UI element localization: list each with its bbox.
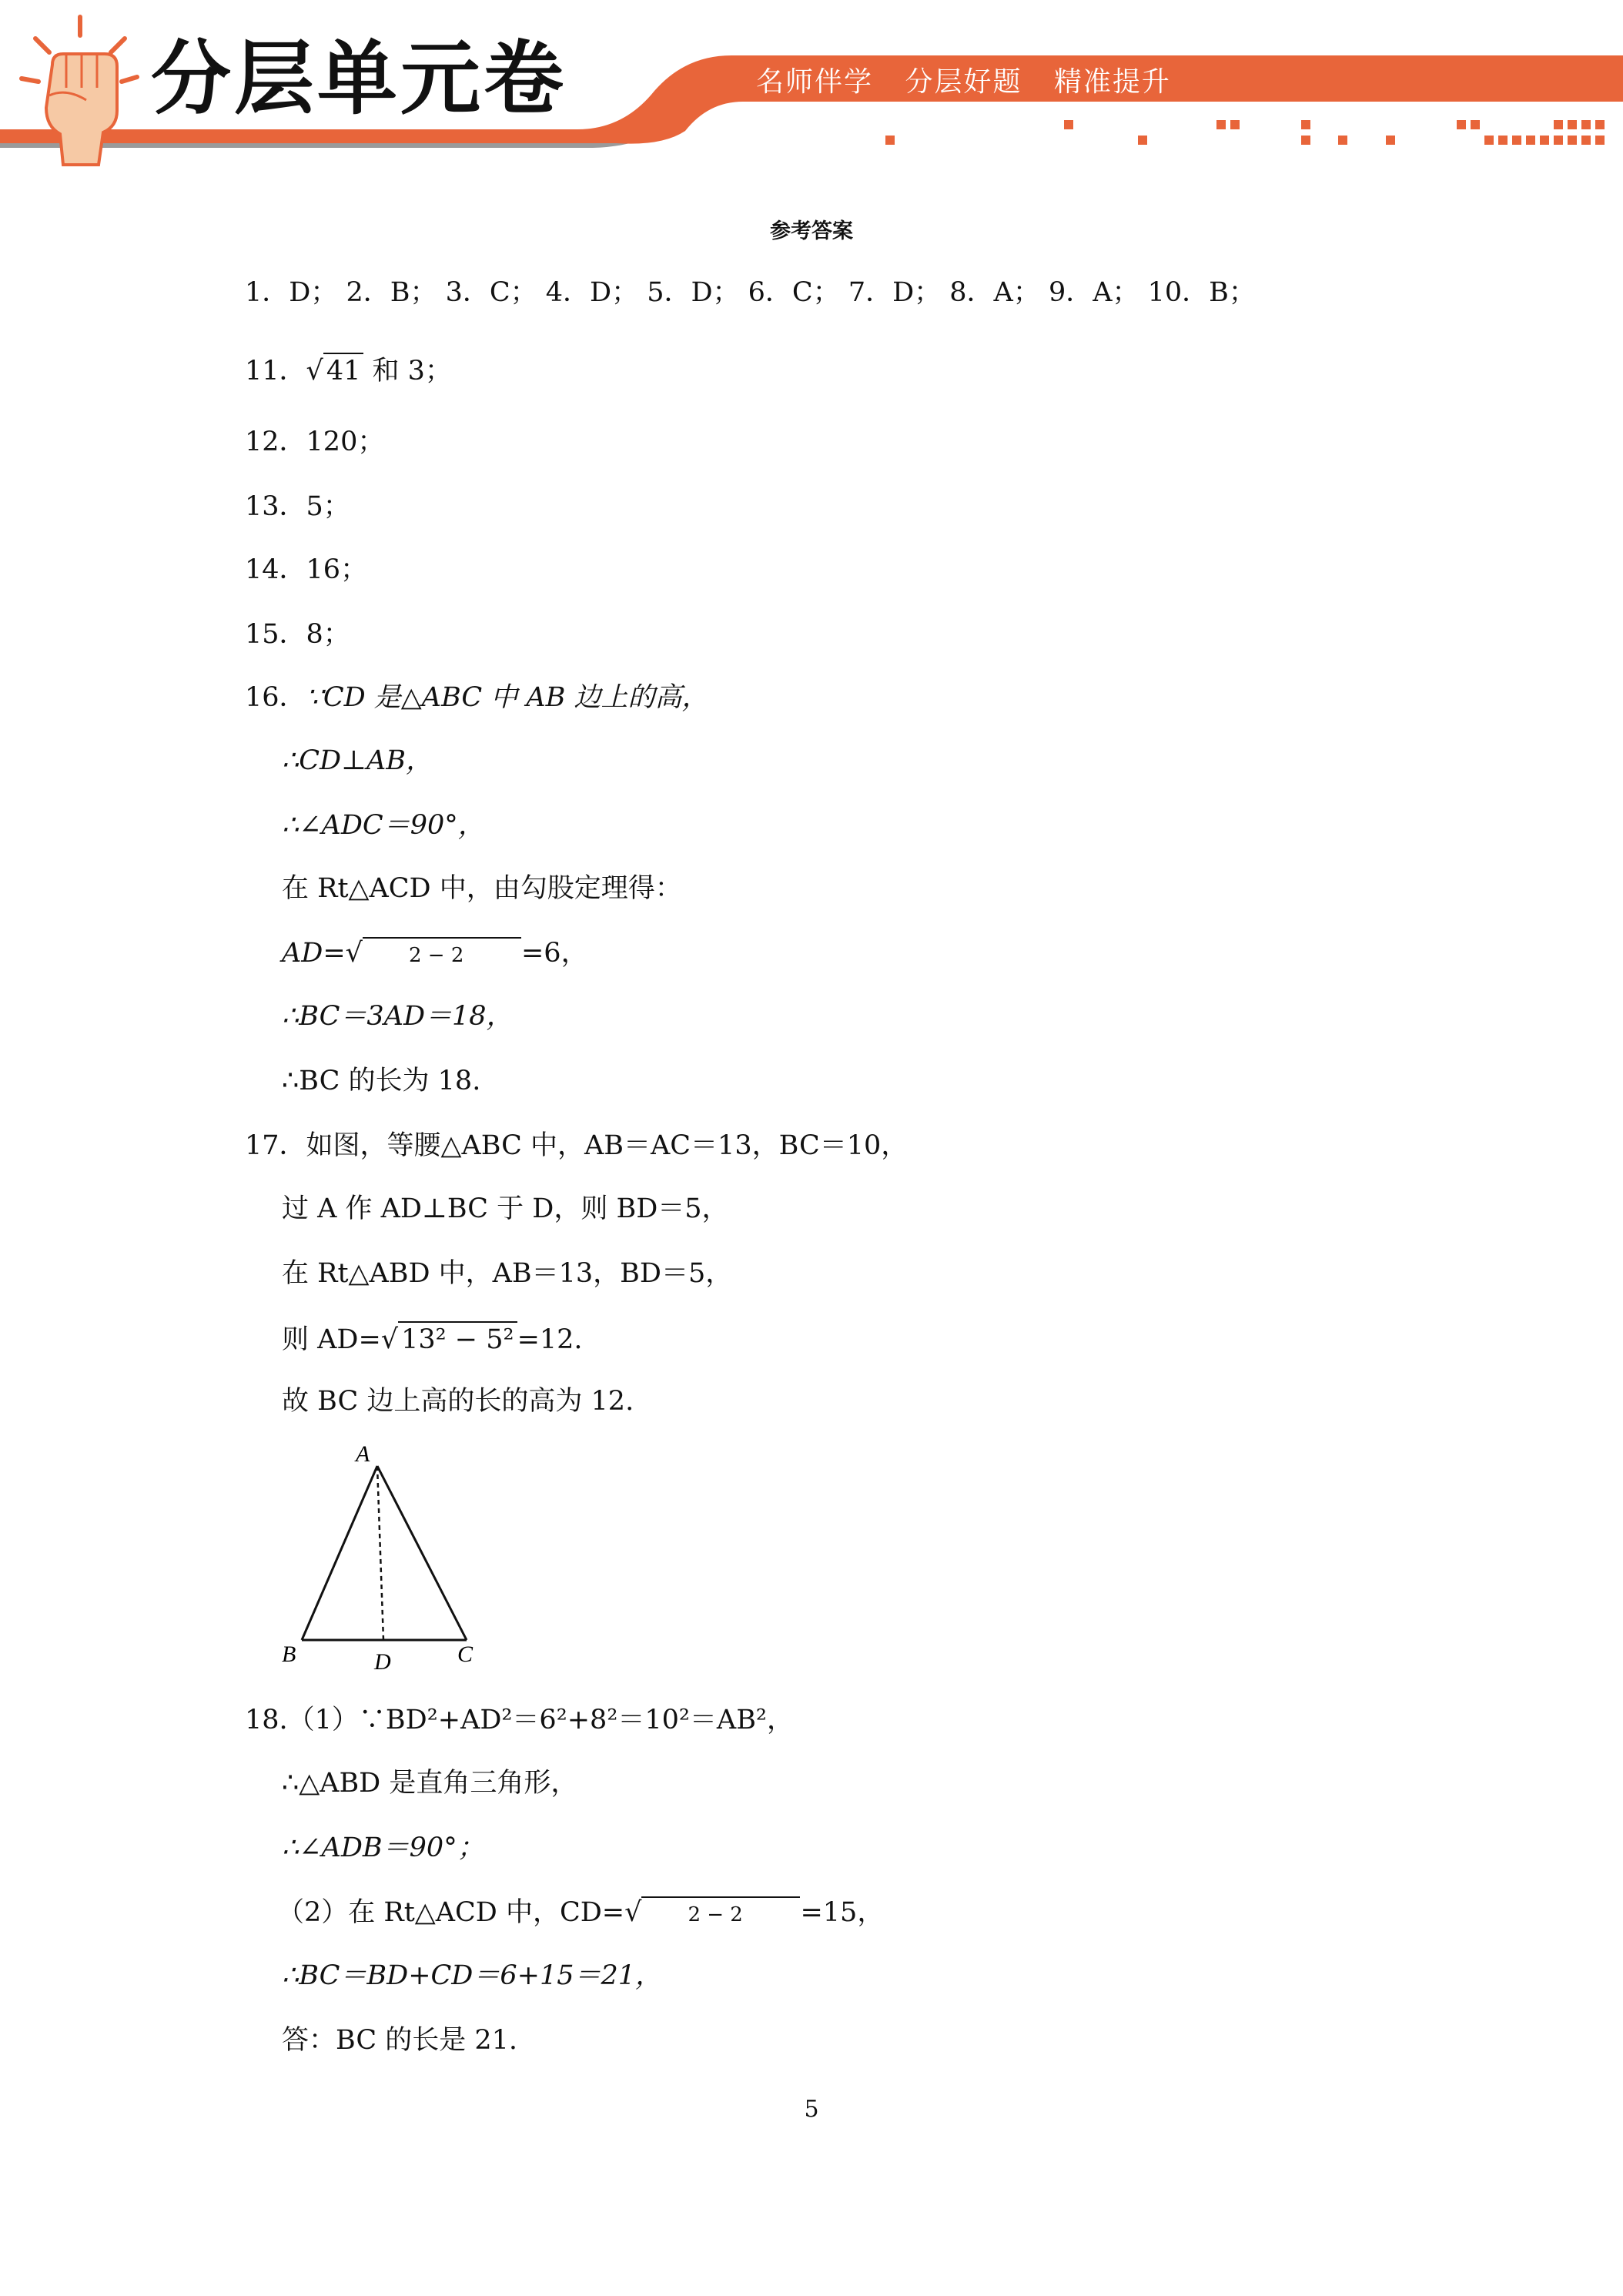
triangle-figure — [277, 1438, 493, 1685]
q18-line-4-pre: （2）在 Rt△ACD 中，CD= — [277, 1897, 625, 1928]
sqrt-sign: √ — [345, 938, 363, 969]
page-header — [0, 0, 1623, 169]
answers-1-10: 1．D； 2．B； 3．C； 4．D； 5．D； 6．C； 7．D； 8．A； 9．A； 10．B； — [245, 277, 1256, 308]
q18-line-3: ∴∠ADB＝90°； — [282, 1832, 484, 1863]
q18-line-4-post: =15， — [800, 1897, 885, 1928]
q16-radicand: 2 − 2 — [363, 937, 521, 972]
q18-line-6: 答：BC 的长是 21. — [282, 2025, 518, 2056]
answer-14: 14．16； — [245, 554, 368, 585]
label-b: B — [282, 1642, 296, 1667]
side-ac — [377, 1466, 467, 1640]
q16-line-2: ∴CD⊥AB， — [282, 745, 433, 776]
fist-icon — [12, 11, 143, 172]
q17-line-4-pre: 则 AD= — [282, 1324, 381, 1355]
q16-number: 16． — [245, 682, 306, 713]
side-ab — [302, 1466, 377, 1640]
answer-11-prefix: 11． — [245, 356, 306, 387]
label-d: D — [374, 1649, 391, 1675]
label-c: C — [457, 1642, 474, 1667]
q17-line-5: 故 BC 边上高的长的高为 12. — [282, 1386, 634, 1417]
q16-line-1-text: ∵CD 是△ABC 中 AB 边上的高， — [306, 682, 709, 713]
q17-line-1: 17．如图，等腰△ABC 中，AB＝AC＝13，BC＝10， — [245, 1130, 909, 1161]
banner-slogan: 名师伴学 分层好题 精准提升 — [756, 66, 1171, 98]
answer-11-suffix: 和 3； — [363, 356, 452, 387]
q16-line-5-pre: AD= — [282, 938, 346, 969]
brand-title: 分层单元卷 — [151, 32, 567, 126]
q16-line-6: ∴BC＝3AD＝18， — [282, 1001, 514, 1032]
sqrt-sign: √ — [306, 356, 323, 387]
q17-line-2: 过 A 作 AD⊥BC 于 D，则 BD＝5， — [282, 1193, 729, 1224]
q16-line-4: 在 Rt△ACD 中，由勾股定理得： — [282, 873, 682, 904]
q16-line-5 — [282, 936, 588, 972]
q18-line-2: ∴△ABD 是直角三角形， — [282, 1768, 578, 1799]
sqrt-sign: √ — [380, 1324, 399, 1355]
q16-line-7: ∴BC 的长为 18. — [282, 1066, 481, 1096]
altitude-ad — [377, 1466, 383, 1640]
answer-13: 13．5； — [245, 491, 350, 522]
answer-12: 12．120； — [245, 427, 385, 457]
q18-radicand: 2 − 2 — [641, 1896, 800, 1932]
sqrt-sign: √ — [624, 1897, 642, 1928]
q17-line-4-post: =12. — [517, 1324, 583, 1355]
q16-line-1 — [245, 681, 709, 715]
q17-line-3: 在 Rt△ABD 中，AB＝13，BD＝5， — [282, 1258, 733, 1289]
q16-line-3: ∴∠ADC＝90°， — [282, 810, 485, 841]
label-a: A — [356, 1441, 370, 1467]
q18-line-5: ∴BC＝BD+CD＝6+15＝21， — [282, 1960, 663, 1991]
q17-radicand: 13² − 5² — [398, 1321, 517, 1357]
answer-15: 15．8； — [245, 619, 350, 650]
q18-line-4 — [277, 1896, 884, 1932]
answer-11-radicand: 41 — [323, 353, 364, 388]
page-number: 5 — [804, 2096, 819, 2123]
q16-line-5-post: =6， — [520, 938, 588, 969]
page-title: 参考答案 — [770, 219, 853, 243]
q17-line-4 — [282, 1321, 583, 1357]
q18-line-1: 18.（1）∵BD²+AD²＝6²+8²＝10²＝AB²， — [245, 1705, 794, 1735]
answer-11 — [245, 353, 452, 388]
